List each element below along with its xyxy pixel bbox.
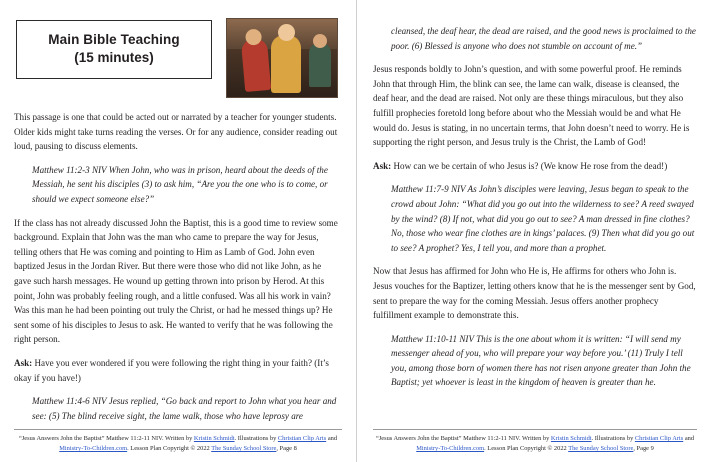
footer-and: and [684,435,695,442]
intro-paragraph: This passage is one that could be acted out or narrated by a teacher for younger students. Older kids might take turns reading the verses. Or for any audience, consider reading out loud, pausing to discuss elements. [14,112,338,152]
footer-author-link[interactable]: Kristin Schmidt [550,435,592,442]
scripture-matthew-11-2-3: Matthew 11:2-3 NIV When John, who was in prison, heard about the deeds of the Messiah, he sent his disciples (3) to ask him, “Are you the one who is to come, or should we expect someone else?” [32,164,328,204]
ask-question-2 [373,159,697,174]
footer-copyright: . Lesson Plan Copyright © 2022 [127,445,210,452]
right-page [357,0,713,462]
page-title-line1: Main Bible Teaching [48,32,180,47]
illustration-figure-left [241,38,271,92]
footer-page-number-left: , Page 8 [276,445,297,452]
ask-question-1 [14,356,340,385]
teaching-paragraph-1: Jesus responds boldly to John’s question, and with some powerful proof. He reminds John that through Him, the blink can see, the lame can walk, disease is cleansed, the deaf hear, and the dead are raised. Not only are these things miraculous, but they also fulfill prophecies foretold long before about who the Messiah would be and what He would do. Jesus is stating, in no uncertain terms, that John doesn’t need to worry. He is supporting the right person, and Jesus truly is the Christ, the Lamb of God! [373,64,690,148]
footer-publisher-link[interactable]: The Sunday School Store [211,445,277,452]
footer-right [373,429,697,454]
ask-label-2: Ask: [373,160,392,171]
illustration-figure-center [271,35,301,93]
footer-written-by-label: Written by [522,435,550,442]
footer-author-link[interactable]: Kristin Schmidt [193,435,235,442]
ask-label-1: Ask: [14,357,33,368]
footer-illustrations-label: . Illustrations by [591,435,634,442]
footer-copyright: . Lesson Plan Copyright © 2022 [484,445,567,452]
ask-text-2: How can we be certain of who Jesus is? (We know He rose from the dead!) [391,160,668,171]
left-page-header [14,14,340,98]
bible-scene-illustration [226,18,338,98]
footer-lesson-title: “Jesus Answers John the Baptist” Matthew 11:2-11 NIV. [18,435,164,442]
scripture-matthew-11-7-9: Matthew 11:7-9 NIV As John’s disciples were leaving, Jesus began to speak to the crowd about John: “What did you go out into the wilderness to see? A reed swayed by the wind? (8) If not, what did you go out to see? A man dressed in fine clothes? No, those who wear fine clothes are in kings’ palaces. (9) Then what did you go out to see? A prophet? Yes, I tell you, and more than a prophet. [391,184,695,253]
page-title [16,20,212,79]
footer-publisher-link[interactable]: The Sunday School Store [568,445,634,452]
footer-left [14,429,342,454]
page-title-line2: (15 minutes) [74,50,154,65]
footer-illustrator-link[interactable]: Christian Clip Arts [634,435,684,442]
footer-illustrations-label: . Illustrations by [234,435,277,442]
footer-written-by-label: Written by [165,435,193,442]
teaching-paragraph-2: Now that Jesus has affirmed for John who He is, He affirms for others who John is. Jesus vouches for the Baptizer, letting others know that he is the messenger sent by God, sent to prepare the way for the coming Messiah. Jesus offers another prophecy fulfillment example to demonstrate this. [373,266,696,321]
scripture-continuation: cleansed, the deaf hear, the dead are raised, and the good news is proclaimed to the poor. (6) Blessed is anyone who does not stumble on account of me.” [391,26,696,51]
illustration-figure-right [309,43,331,87]
background-paragraph: If the class has not already discussed John the Baptist, this is a good time to review some background. Explain that John was the man who came to prepare the way for Jesus, telling others that He was coming and pointing to Him as Lamb of God. John even baptized Jesus in the Jordan River. But there were those who did not like John, as he gave such harsh messages. He wound up getting thrown into prison by Herod. At this point, John was probably feeling rough, and a little confused. Was all his work in vain? Was this man he had been pointing out truly the Christ, or had he messed things up? He sent some of his disciples to Jesus to ask. He wanted to verify that he was following the right person. [14,217,338,345]
footer-site-link[interactable]: Ministry-To-Children.com [59,445,128,452]
footer-and: and [327,435,338,442]
footer-illustrator-link[interactable]: Christian Clip Arts [277,435,327,442]
scripture-matthew-11-10-11: Matthew 11:10-11 NIV This is the one about whom it is written: “I will send my messenger ahead of you, who will prepare your way before you.’ (11) Truly I tell you, among those born of women there has not risen anyone greater than John the Baptist; yet whoever is least in the kingdom of heaven is greater than he. [391,333,691,388]
ask-text-1: Have you ever wondered if you were following the right thing in your faith? (It’s okay if you have!) [14,357,329,383]
footer-lesson-title: “Jesus Answers John the Baptist” Matthew 11:2-11 NIV. [375,435,521,442]
scripture-matthew-11-4-6: Matthew 11:4-6 NIV Jesus replied, “Go back and report to John what you hear and see: (5) The blind receive sight, the lame walk, those who have leprosy are [32,396,337,421]
footer-page-number-right: , Page 9 [633,445,654,452]
footer-site-link[interactable]: Ministry-To-Children.com [416,445,485,452]
